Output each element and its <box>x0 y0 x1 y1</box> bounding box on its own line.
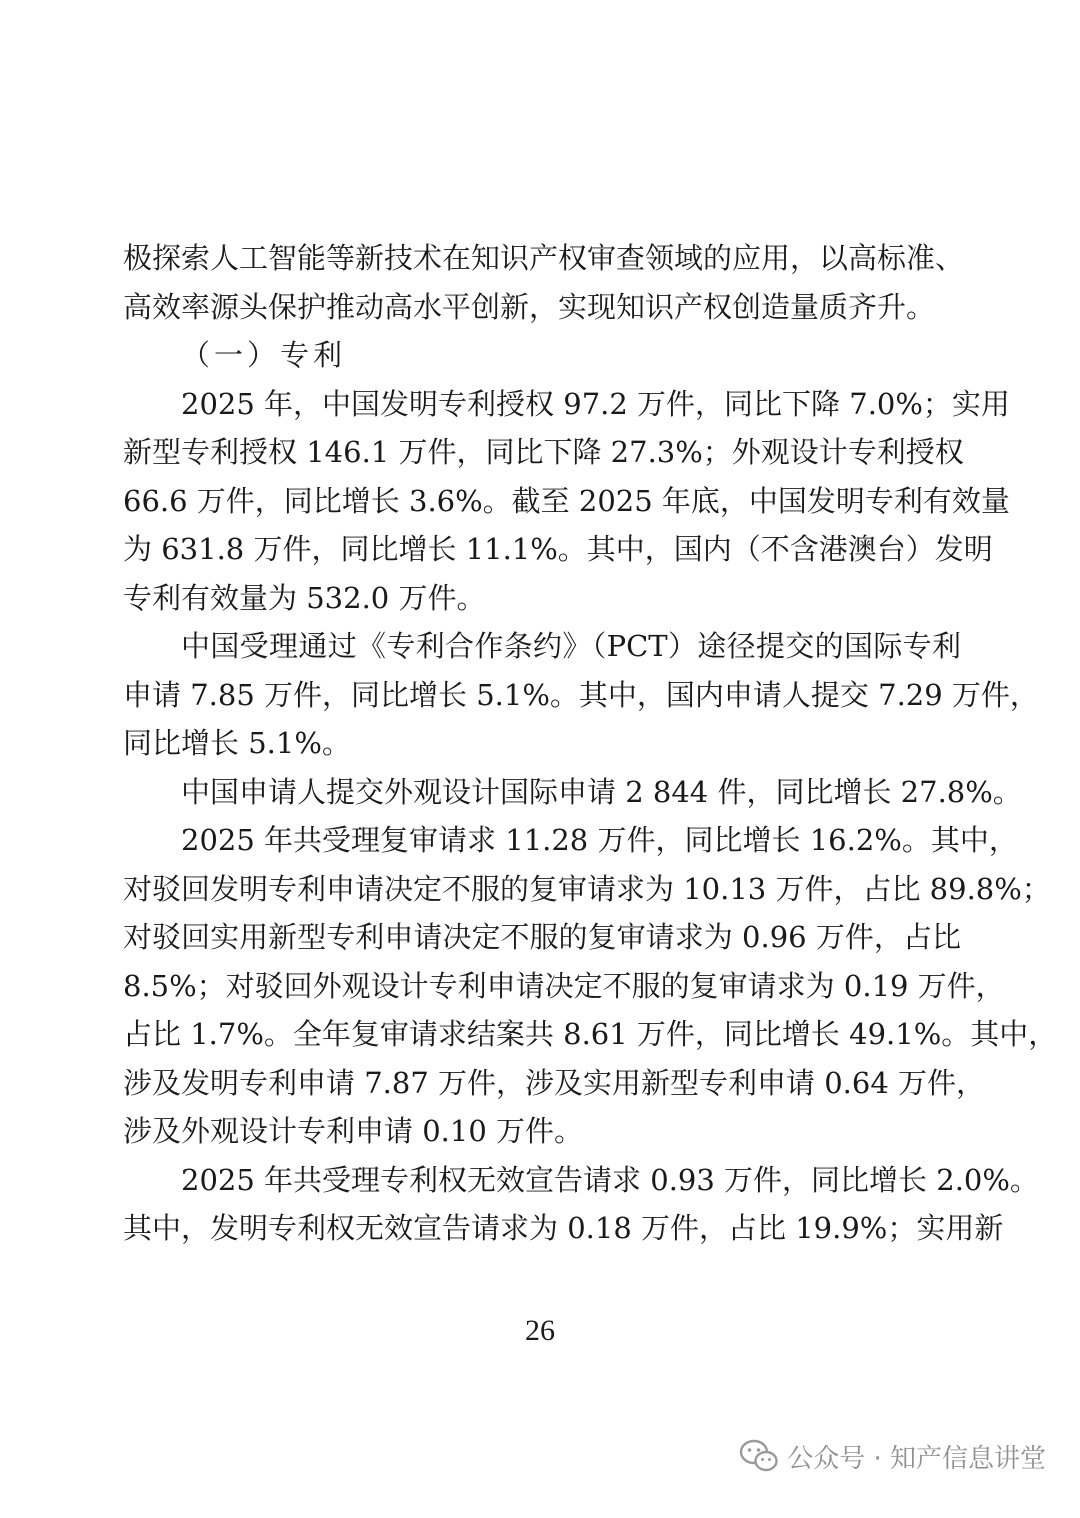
wechat-icon <box>739 1438 779 1474</box>
text-line: 新型专利授权 146.1 万件，同比下降 27.3%；外观设计专利授权 <box>123 435 964 469</box>
text-line: 涉及外观设计专利申请 0.10 万件。 <box>123 1114 584 1148</box>
text-line: 对驳回实用新型专利申请决定不服的复审请求为 0.96 万件，占比 <box>123 920 961 954</box>
text-line: 对驳回发明专利申请决定不服的复审请求为 10.13 万件，占比 89.8%； <box>123 871 1051 906</box>
text-line: 8.5%；对驳回外观设计专利申请决定不服的复审请求为 0.19 万件， <box>123 968 1005 1003</box>
text-line: 其中，发明专利权无效宣告请求为 0.18 万件，占比 19.9%；实用新 <box>123 1211 1004 1245</box>
text-line: 2025 年，中国发明专利授权 97.2 万件，同比下降 7.0%；实用 <box>181 386 1010 421</box>
section-heading: （一）专利 <box>181 338 347 372</box>
text-line: 2025 年共受理专利权无效宣告请求 0.93 万件，同比增长 2.0%。 <box>181 1162 1039 1197</box>
text-line: 同比增长 5.1%。 <box>123 726 351 760</box>
text-line: 申请 7.85 万件，同比增长 5.1%。其中，国内申请人提交 7.29 万件， <box>123 677 1039 712</box>
watermark-text: 公众号 · 知产信息讲堂 <box>787 1443 1046 1474</box>
page-number: 26 <box>525 1314 555 1347</box>
text-line: 极探索人工智能等新技术在知识产权审查领域的应用，以高标准、 <box>123 241 965 275</box>
text-line: 涉及发明专利申请 7.87 万件，涉及实用新型专利申请 0.64 万件， <box>123 1065 986 1100</box>
body-text <box>123 234 1058 1253</box>
watermark <box>739 1434 1046 1478</box>
text-line: 中国申请人提交外观设计国际申请 2 844 件，同比增长 27.8%。 <box>181 774 1022 809</box>
text-line: 2025 年共受理复审请求 11.28 万件，同比增长 16.2%。其中， <box>181 823 1018 857</box>
text-line: 高效率源头保护推动高水平创新，实现知识产权创造量质齐升。 <box>123 289 936 324</box>
text-line: 专利有效量为 532.0 万件。 <box>123 580 486 615</box>
text-line: 66.6 万件，同比增长 3.6%。截至 2025 年底，中国发明专利有效量 <box>123 483 1010 518</box>
text-line: 中国受理通过《专利合作条约》（PCT）途径提交的国际专利 <box>181 629 961 663</box>
text-line: 为 631.8 万件，同比增长 11.1%。其中，国内（不含港澳台）发明 <box>123 532 993 566</box>
text-line: 占比 1.7%。全年复审请求结案共 8.61 万件，同比增长 49.1%。其中， <box>123 1017 1058 1051</box>
